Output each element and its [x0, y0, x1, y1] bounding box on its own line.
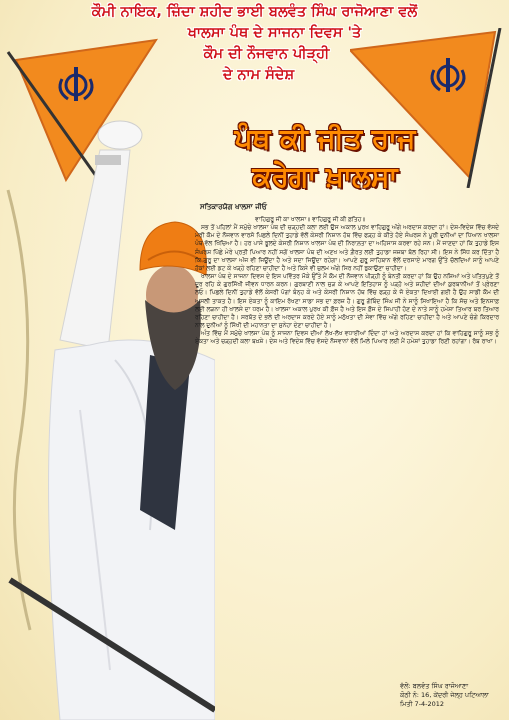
headline-line-3: ਕੌਮ ਦੀ ਨੌਜਵਾਨ ਪੀੜ੍ਹੀ	[203, 46, 330, 62]
slogan-line-2: ਕਰੇਗਾ ਖ਼ਾਲਸਾ	[252, 160, 398, 193]
person-photo	[0, 110, 215, 720]
headline-line-1: ਕੌਮੀ ਨਾਇਕ, ਜ਼ਿੰਦਾ ਸ਼ਹੀਦ ਭਾਈ ਬਲਵੰਤ ਸਿੰਘ ਰਾਜੋਆਣਾ ਵਲੋਂ	[91, 4, 418, 20]
paragraph: ਸਭ ਤੋਂ ਪਹਿਲਾਂ ਮੈਂ ਸਮੁੱਚੇ ਖਾਲਸਾ ਪੰਥ ਦੀ ਚੜ੍ਹਦੀ ਕਲਾ ਲਈ ਉਸ ਅਕਾਲ ਪੁਰਖ ਵਾਹਿਗੁਰੂ ਅੱਗੇ ਅਰਦਾਸ ਕਰਦਾ ਹਾਂ। ਦੇਸ਼-ਵਿਦੇਸ਼ ਵਿੱਚ ਵੱਸਦੇ ਮੇਰੀ ਕੌਮ ਦੇ ਨੌਜਵਾਨ ਵਾਰਸੋ ਪਿਛਲੇ ਦਿਨੀਂ ਤੁਹਾਡੇ ਵੱਲੋਂ ਕੇਸਰੀ ਨਿਸ਼ਾਨ ਹੱਥ ਵਿੱਚ ਫੜ੍ਹ ਕੇ ਕੀਤੇ ਹੋਏ ਸੰਘਰਸ਼ ਨੇ ਪੂਰੀ ਦੁਨੀਆਂ ਦਾ ਧਿਆਨ ਖਾਲਸਾ ਪੰਥ ਵੱਲ ਖਿੱਚਿਆ ਹੈ। ਹਰ ਪਾਸੇ ਝੂਲਦੇ ਕੇਸਰੀ ਨਿਸ਼ਾਨ ਖਾਲਸਾ ਪੰਥ ਦੀ ਨਿਰਾਲ਼ਤਾ ਦਾ ਅਹਿਸਾਸ ਕਰਵਾ ਰਹੇ ਸਨ। ਮੈਂ ਜਾਣਦਾ ਹਾਂ ਕਿ ਤੁਹਾਡੇ ਇਸ ਸੰਘਰਸ਼ ਪਿੱਛੇ ਮੇਰੇ ਪ੍ਰਤੀ ਪਿਆਰ ਨਹੀਂ ਸਗੋਂ ਖਾਲਸਾ ਪੰਥ ਦੀ ਅਣਖ ਅਤੇ ਗ਼ੈਰਤ ਲਈ ਤੁਹਾਡਾ ਜਜ਼ਬਾ ਬੋਲ ਰਿਹਾ ਸੀ। ਇਸ ਨੇ ਸਿੱਧ ਕਰ ਦਿੱਤਾ ਹੈ ਕਿ ਗੁਰੂ ਦਾ ਖਾਲਸਾ ਅੱਜ ਵੀ ਜਿਊਂਦਾ ਹੈ ਅਤੇ ਸਦਾ ਜਿਊਂਦਾ ਰਹੇਗਾ। ਆਪਣੇ ਗੁਰੂ ਸਾਹਿਬਾਨ ਵੱਲੋਂ ਦਰਸਾਏ ਮਾਰਗ ਉੱਤੇ ਚੱਲਦਿਆਂ ਸਾਨੂੰ ਆਪਣੇ ਹੱਕਾਂ ਲਈ ਡਟ ਕੇ ਖੜ੍ਹੇ ਰਹਿਣਾ ਚਾਹੀਦਾ ਹੈ ਅਤੇ ਕਿਸੇ ਵੀ ਜ਼ੁਲਮ ਅੱਗੇ ਸਿਰ ਨਹੀਂ ਝੁਕਾਉਣਾ ਚਾਹੀਦਾ।	[195, 224, 499, 272]
signature-date: ਮਿਤੀ 7-4-2012	[400, 700, 445, 708]
paragraph: ਵਾਹਿਗੁਰੂ ਜੀ ਕਾ ਖਾਲਸਾ॥ ਵਾਹਿਗੁਰੂ ਜੀ ਕੀ ਫ਼ਤਿਹ॥	[255, 216, 366, 223]
signature-block	[400, 682, 504, 709]
headline-line-2: ਖਾਲਸਾ ਪੰਥ ਦੇ ਸਾਜਨਾ ਦਿਵਸ 'ਤੇ	[187, 25, 362, 41]
letter-body	[195, 216, 499, 347]
signature-from: ਵੱਲੋਂ: ਬਲਵੰਤ ਸਿੰਘ ਰਾਜੋਆਣਾ	[400, 682, 469, 690]
paragraph: ਖਾਲਸਾ ਪੰਥ ਦੇ ਸਾਜਨਾ ਦਿਵਸ ਦੇ ਇਸ ਪਵਿੱਤਰ ਮੌਕੇ ਉੱਤੇ ਮੈਂ ਕੌਮ ਦੀ ਨੌਜਵਾਨ ਪੀੜ੍ਹੀ ਨੂੰ ਬੇਨਤੀ ਕਰਦਾ ਹਾਂ ਕਿ ਉਹ ਨਸ਼ਿਆਂ ਅਤੇ ਪਤਿਤਪੁਣੇ ਤੋਂ ਦੂਰ ਰਹਿ ਕੇ ਗੁਰਸਿੱਖੀ ਜੀਵਨ ਧਾਰਨ ਕਰਨ। ਗੁਰਬਾਣੀ ਨਾਲ ਜੁੜ ਕੇ ਆਪਣੇ ਇਤਿਹਾਸ ਨੂੰ ਪੜ੍ਹੋ ਅਤੇ ਸ਼ਹੀਦਾਂ ਦੀਆਂ ਕੁਰਬਾਨੀਆਂ ਤੋਂ ਪ੍ਰੇਰਣਾ ਲਓ। ਪਿਛਲੇ ਦਿਨੀਂ ਤੁਹਾਡੇ ਵੱਲੋਂ ਕੇਸਰੀ ਪੱਗਾਂ ਬੰਨ੍ਹ ਕੇ ਅਤੇ ਕੇਸਰੀ ਨਿਸ਼ਾਨ ਹੱਥ ਵਿੱਚ ਫੜ੍ਹ ਕੇ ਜੋ ਏਕਤਾ ਦਿਖਾਈ ਗਈ ਹੈ ਉਹ ਸਾਡੀ ਕੌਮ ਦੀ ਅਸਲੀ ਤਾਕਤ ਹੈ। ਇਸ ਏਕਤਾ ਨੂੰ ਕਾਇਮ ਰੱਖਣਾ ਸਾਡਾ ਸਭ ਦਾ ਫ਼ਰਜ਼ ਹੈ। ਗੁਰੂ ਗੋਬਿੰਦ ਸਿੰਘ ਜੀ ਨੇ ਸਾਨੂੰ ਸਿਖਾਇਆ ਹੈ ਕਿ ਸੱਚ ਅਤੇ ਇਨਸਾਫ਼ ਲਈ ਲੜਨਾ ਹੀ ਖਾਲਸੇ ਦਾ ਧਰਮ ਹੈ। ਖਾਲਸਾ ਅਕਾਲ ਪੁਰਖ ਕੀ ਫ਼ੌਜ ਹੈ ਅਤੇ ਇਸ ਫ਼ੌਜ ਦੇ ਸਿਪਾਹੀ ਹੋਣ ਦੇ ਨਾਤੇ ਸਾਨੂੰ ਹਮੇਸ਼ਾ ਤਿਆਰ ਬਰ ਤਿਆਰ ਰਹਿਣਾ ਚਾਹੀਦਾ ਹੈ। ਸਰਬੱਤ ਦੇ ਭਲੇ ਦੀ ਅਰਦਾਸ ਕਰਦੇ ਹੋਏ ਸਾਨੂੰ ਮਨੁੱਖਤਾ ਦੀ ਸੇਵਾ ਵਿੱਚ ਅੱਗੇ ਰਹਿਣਾ ਚਾਹੀਦਾ ਹੈ ਅਤੇ ਆਪਣੇ ਚੰਗੇ ਕਿਰਦਾਰ ਨਾਲ ਦੁਨੀਆਂ ਨੂੰ ਸਿੱਖੀ ਦੀ ਮਹਾਨਤਾ ਦਾ ਸੁਨੇਹਾ ਦੇਣਾ ਚਾਹੀਦਾ ਹੈ।	[195, 273, 499, 330]
paragraph: ਅੰਤ ਵਿੱਚ ਮੈਂ ਸਮੁੱਚੇ ਖਾਲਸਾ ਪੰਥ ਨੂੰ ਸਾਜਨਾ ਦਿਵਸ ਦੀਆਂ ਲੱਖ-ਲੱਖ ਵਧਾਈਆਂ ਦਿੰਦਾ ਹਾਂ ਅਤੇ ਅਰਦਾਸ ਕਰਦਾ ਹਾਂ ਕਿ ਵਾਹਿਗੁਰੂ ਸਾਨੂੰ ਸਭ ਨੂੰ ਏਕਤਾ ਅਤੇ ਚੜ੍ਹਦੀ ਕਲਾ ਬਖ਼ਸ਼ੇ। ਦੇਸ਼ ਅਤੇ ਵਿਦੇਸ਼ ਵਿੱਚ ਵੱਸਦੇ ਨੌਜਵਾਨਾਂ ਵੱਲੋਂ ਮਿਲੇ ਪਿਆਰ ਲਈ ਮੈਂ ਹਮੇਸ਼ਾਂ ਤੁਹਾਡਾ ਰਿਣੀ ਰਹਾਂਗਾ। ਰੱਬ ਰਾਖਾ।	[195, 330, 499, 346]
signature-address: ਕੋਠੀ ਨੰ: 16, ਕੇਂਦਰੀ ਜੇਲ੍ਹ ਪਟਿਆਲਾ	[400, 691, 489, 699]
slogan-line-1: ਪੰਥ ਕੀ ਜੀਤ ਰਾਜ	[234, 122, 416, 155]
salutation: ਸਤਿਕਾਰਯੋਗ ਖਾਲਸਾ ਜੀਓ	[200, 203, 267, 211]
headline-line-4: ਦੇ ਨਾਮ ਸੰਦੇਸ਼	[222, 67, 295, 83]
